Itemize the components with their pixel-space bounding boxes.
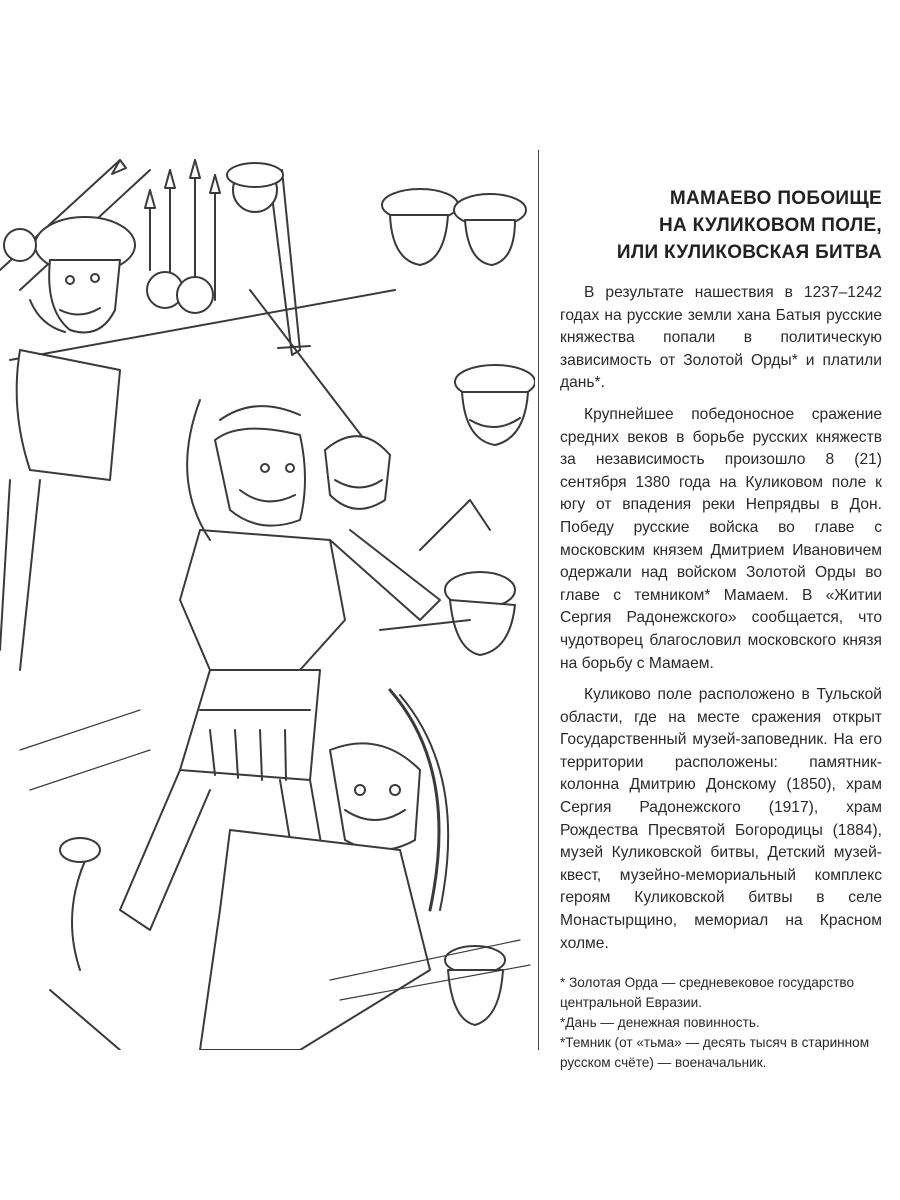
footnote: * Золотая Орда — средневековое государство центральной Евразии. — [560, 975, 855, 1011]
title-line: ИЛИ КУЛИКОВСКАЯ БИТВА — [616, 242, 882, 263]
warrior-helmet — [325, 436, 390, 509]
column-divider — [538, 150, 539, 1050]
article — [560, 185, 882, 1073]
paragraph: Крупнейшее победоносное сражение средних веков в борьбе русских княжеств за независимость произошло 8 (21) сентября 1380 года на Куликовом поле к югу от впадения реки Непрядвы в Дон. Победу русские войска во главе с московским князем Дмитрием Ивановичем одержали над войском Золотой Орды во главе с темником* Мамаем. В «Житии Сергия Радонежского» сообщается, что чудотворец благословил московского князя на борьбу с Мамаем. — [560, 405, 882, 672]
title-line: МАМАЕВО ПОБОИЩЕ — [669, 188, 882, 209]
battle-coloring-illustration — [0, 150, 535, 1050]
warrior-bottom-right — [445, 946, 505, 1025]
warrior-bottom — [50, 743, 430, 1050]
page-title — [560, 185, 882, 266]
title-line: НА КУЛИКОВОМ ПОЛЕ, — [658, 215, 882, 236]
warrior-right-top — [382, 189, 535, 445]
paragraph: Куликово поле расположено в Тульской области, где на месте сражения открыт Государственный музей-заповедник. На его территории расположены: памятник-колонна Дмитрию Донскому (1850), храм Сергия Радонежского (1917), храм Рождества Пресвятой Богородицы (1884), музей Куликовской битвы, Детский музей-квест, музейно-мемориальный комплекс героям Куликовской битвы в селе Монастырщино, мемориал на Красном холме. — [560, 686, 882, 952]
warrior-falling — [380, 500, 515, 655]
book-page — [0, 150, 900, 1071]
footnote: *Темник (от «тьма» — десять тысяч в старинном русском счёте) — военачальник. — [560, 1035, 870, 1071]
footnote: *Дань — денежная повинность. — [560, 1015, 760, 1031]
paragraph: В результате нашествия в 1237–1242 годах на русские земли хана Батыя русские княжества попали в политическую зависимость от Золотой Орды* и платили дань*. — [560, 284, 882, 392]
warrior-left — [0, 217, 135, 670]
footnotes — [560, 973, 882, 1073]
